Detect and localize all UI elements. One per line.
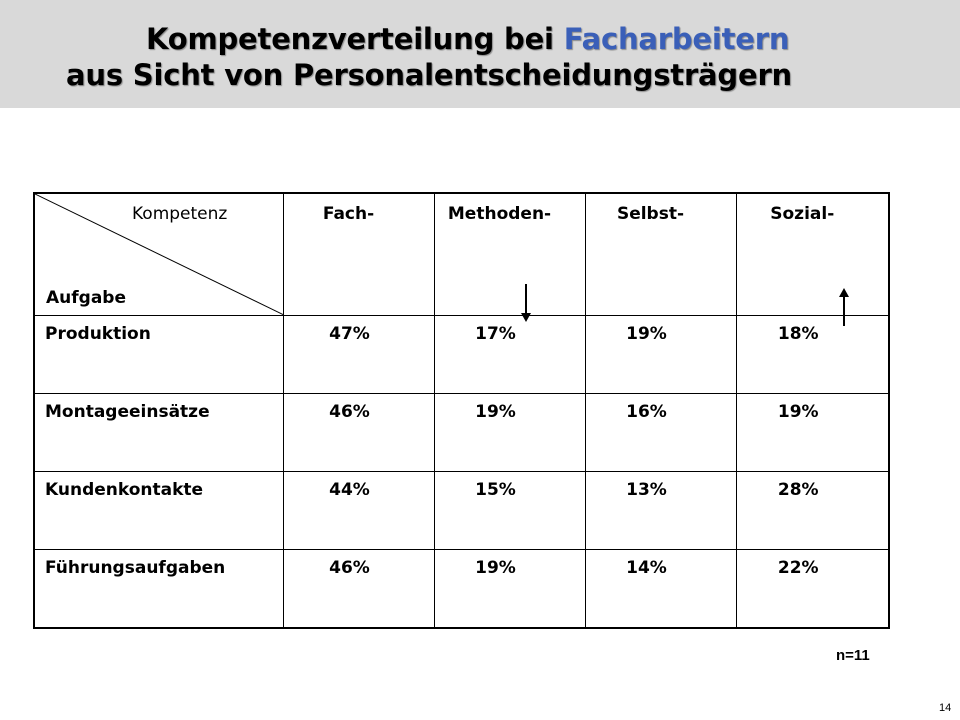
- table-cell: 22%: [736, 550, 889, 628]
- table-cell: 19%: [434, 394, 585, 472]
- corner-label-kompetenz: Kompetenz: [132, 204, 228, 224]
- arrow-up-icon: [837, 286, 851, 326]
- row-label: Montageeinsätze: [34, 394, 283, 472]
- title-line-1: [146, 22, 789, 56]
- row-label: Kundenkontakte: [34, 472, 283, 550]
- table-cell: 16%: [585, 394, 736, 472]
- table-cell: 18%: [736, 316, 889, 394]
- sample-size-note: n=11: [836, 647, 870, 664]
- corner-cell: [34, 193, 283, 316]
- header-row: [34, 193, 889, 316]
- table-row: [34, 316, 889, 394]
- table-cell: 13%: [585, 472, 736, 550]
- table-cell: 15%: [434, 472, 585, 550]
- table-cell: 47%: [283, 316, 434, 394]
- table-cell: 19%: [434, 550, 585, 628]
- column-header: Sozial-: [736, 193, 889, 316]
- title-band: [0, 0, 960, 108]
- table-cell: 44%: [283, 472, 434, 550]
- table-row: [34, 394, 889, 472]
- table-cell: 17%: [434, 316, 585, 394]
- column-header: Fach-: [283, 193, 434, 316]
- page-number: 14: [939, 702, 952, 714]
- title-prefix: Kompetenzverteilung bei: [146, 22, 564, 56]
- table-cell: 46%: [283, 394, 434, 472]
- column-header: Selbst-: [585, 193, 736, 316]
- title-accent: Facharbeitern: [563, 22, 790, 56]
- row-label: Führungsaufgaben: [34, 550, 283, 628]
- table-row: [34, 550, 889, 628]
- table-cell: 46%: [283, 550, 434, 628]
- title-line-2: aus Sicht von Personalentscheidungsträgern: [66, 58, 792, 92]
- table-cell: 19%: [736, 394, 889, 472]
- row-label: Produktion: [34, 316, 283, 394]
- column-header: Methoden-: [434, 193, 585, 316]
- table-row: [34, 472, 889, 550]
- table-cell: 28%: [736, 472, 889, 550]
- arrow-down-icon: [519, 284, 533, 324]
- table-cell: 14%: [585, 550, 736, 628]
- competence-table: [33, 192, 890, 629]
- table-cell: 19%: [585, 316, 736, 394]
- corner-label-aufgabe: Aufgabe: [46, 288, 126, 308]
